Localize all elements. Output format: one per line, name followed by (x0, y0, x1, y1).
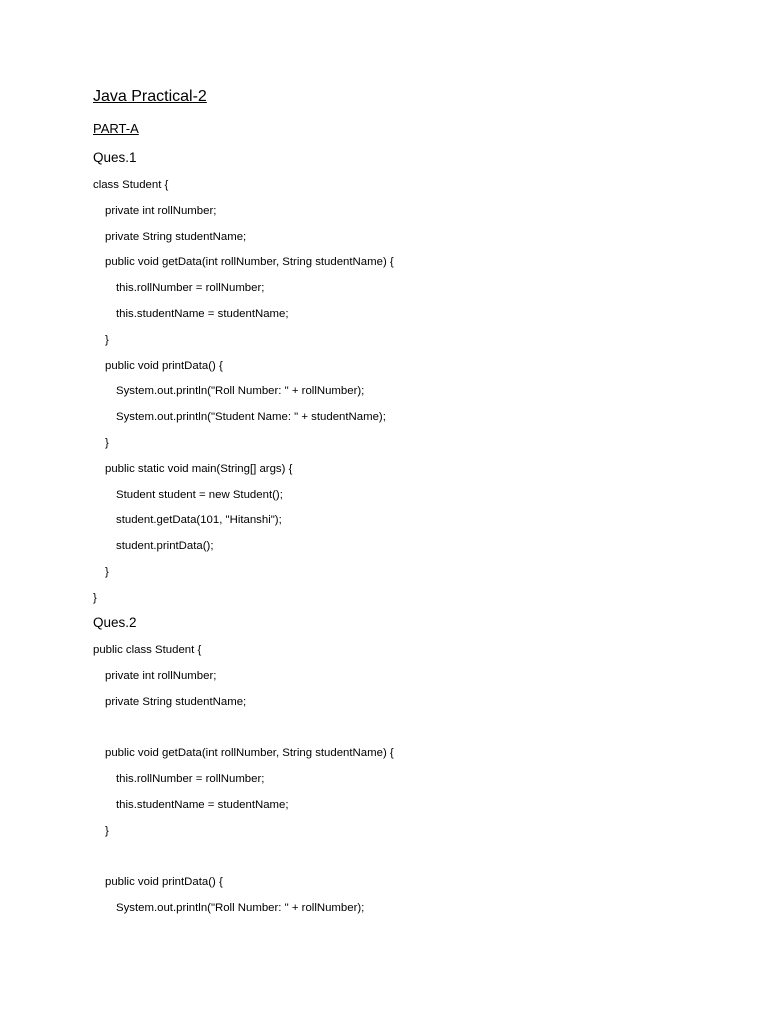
code-line: this.rollNumber = rollNumber; (116, 282, 265, 295)
code-line: System.out.println("Student Name: " + studentName); (116, 411, 386, 424)
code-line: student.printData(); (116, 540, 214, 553)
code-line: this.studentName = studentName; (116, 307, 289, 320)
part-heading: PART-A (93, 121, 139, 136)
code-line: public void printData() { (105, 876, 223, 889)
code-line (93, 847, 394, 873)
code-line: Student student = new Student(); (116, 488, 283, 501)
question-1-label: Ques.1 (93, 150, 137, 165)
question-2-label: Ques.2 (93, 615, 137, 630)
code-line: public void printData() { (105, 359, 223, 372)
code-line: public void getData(int rollNumber, String studentName) { (105, 256, 394, 269)
code-line: private int rollNumber; (105, 204, 217, 217)
code-line: private String studentName; (105, 230, 247, 243)
code-line: public void getData(int rollNumber, String studentName) { (105, 747, 394, 760)
question-1-code (93, 176, 394, 615)
code-line: this.rollNumber = rollNumber; (116, 772, 265, 785)
code-line: } (93, 591, 97, 604)
code-line: private String studentName; (105, 695, 247, 708)
code-line: public class Student { (93, 644, 202, 656)
code-line: private int rollNumber; (105, 669, 217, 682)
question-2-code (93, 641, 394, 925)
code-line: public static void main(String[] args) { (105, 462, 293, 475)
code-line (93, 718, 394, 744)
code-line: System.out.println("Roll Number: " + rollNumber); (116, 385, 365, 398)
document-title: Java Practical-2 (93, 88, 207, 105)
code-line: } (105, 333, 109, 346)
code-line: this.studentName = studentName; (116, 798, 289, 811)
code-line: } (105, 824, 109, 837)
code-line: } (105, 436, 109, 449)
code-line: student.getData(101, "Hitanshi"); (116, 514, 282, 527)
code-line: } (105, 565, 109, 578)
code-line: System.out.println("Roll Number: " + rollNumber); (116, 901, 365, 914)
code-line: class Student { (93, 179, 169, 191)
